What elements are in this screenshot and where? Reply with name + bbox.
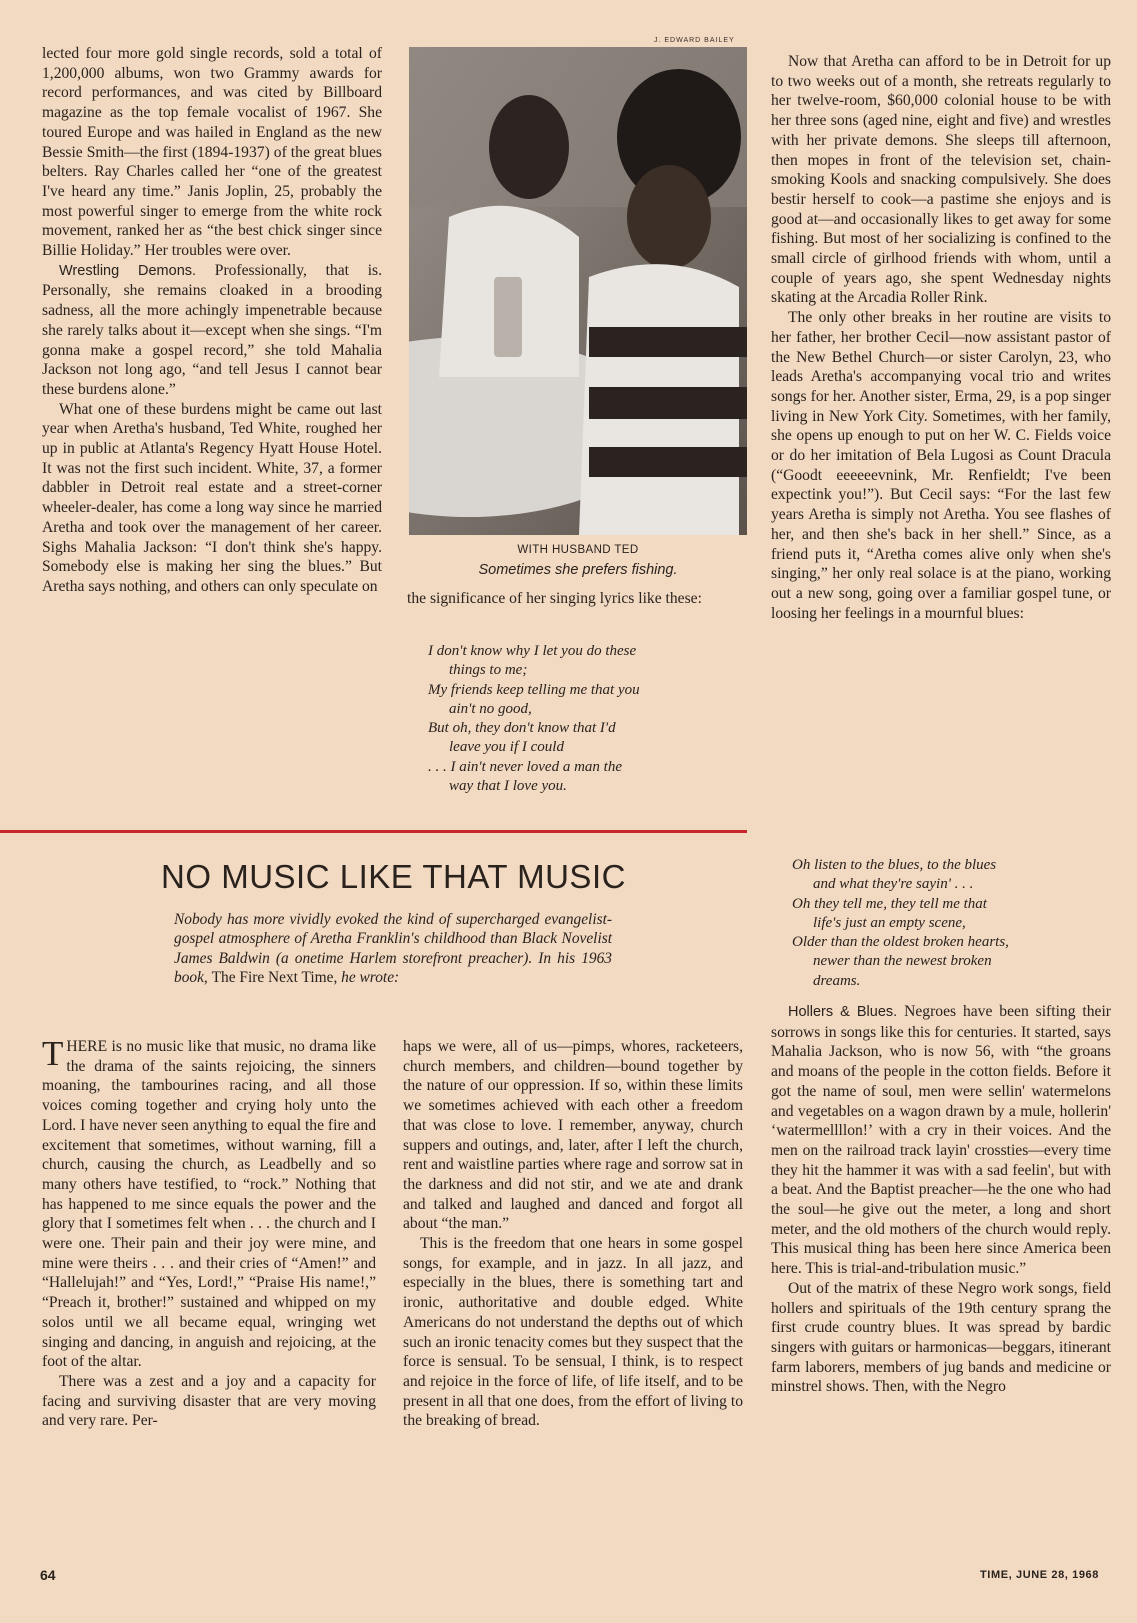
paragraph: the significance of her singing lyrics like these:: [407, 590, 702, 607]
lyrics-verse-1: [428, 642, 746, 796]
photo-caption-label: WITH HUSBAND TED: [517, 544, 639, 556]
paragraph: [771, 1002, 1111, 1279]
paragraph-text: Negroes have been sifting their sorrows in songs like this for centuries. It started, says Mahalia Jackson, who is now 56, with “the groans and moans of the people in the cotton fields. Before it got the name of soul, men were sellin' watermelons and vegetables on a wagon drawn by a mule, hollerin' ‘watermellllon!’ with a cry in their voices. And the men on the railroad track layin' crossties—every time they hit the hammer it was with a sad feelin', but with a beat. And the Baptist preacher—he the one who had the soul—he give out the meter, a long and short meter, and the old mothers of the church would reply. This musical thing has been here since America been here. This is trial-and-tribulation music.”: [771, 1003, 1111, 1278]
book-title: The Fire Next Time,: [211, 969, 338, 987]
paragraph-text: Professionally, that is. Personally, she remains cloaked in a brooding sadness, all the more achingly impenetrable because she rarely talks about it—except when she sings. “I'm gonna make a gospel record,” she told Mahalia Jackson not long ago, “and tell Jesus I cannot bear these burdens alone.”: [42, 261, 382, 398]
run-in-head: Wrestling Demons.: [59, 262, 197, 279]
article-column-2: [407, 589, 747, 609]
drop-cap: T: [42, 1034, 64, 1073]
verse-line: ain't no good,: [449, 700, 532, 717]
paragraph: Out of the matrix of these Negro work songs, field hollers and spirituals of the 19th century sprang the first crude country blues. It was spread by bardic singers with guitars or harmonicas—beggars, itinerant farm laborers, members of jug bands and medicine or minstrel shows. Then, with the Negro: [771, 1279, 1111, 1396]
box-column-2: [403, 1037, 743, 1431]
page-number: 64: [40, 1567, 56, 1583]
run-in-head: Hollers & Blues.: [788, 1004, 898, 1020]
verse-line: Older than the oldest broken hearts,: [792, 934, 1009, 951]
article-column-3-continued: [771, 1002, 1111, 1397]
paragraph: haps we were, all of us—pimps, whores, racketeers, church members, and children—bound together by the nature of our oppression. If so, within these limits we sometimes achieved with each other a freedom that was close to love. I remember, anyway, church suppers and outings, and, later, after I left the church, rent and waistline parties where rage and sorrow sat in the darkness and did not stir, and we ate and drank and talked and laughed and danced and forgot all about “the man.”: [403, 1038, 743, 1233]
verse-line: Oh they tell me, they tell me that: [792, 895, 987, 912]
verse-line: life's just an empty scene,: [813, 914, 966, 931]
paragraph-text: HERE is no music like that music, no drama like the drama of the saints rejoicing, the sinners moaning, the tambourines racing, and all those voices coming together and crying holy unto the Lord. I have never seen anything to equal the fire and excitement that sometimes, without warning, fill a church, causing the church, as Leadbelly and so many others have testified, to “rock.” Nothing that has happened to me since equals the power and the glory that I sometimes felt when . . . the church and I were one. Their pain and their joy were mine, and mine were theirs . . . and their cries of “Amen!” and “Hallelujah!” and “Yes, Lord!,” “Praise His name!,” “Preach it, brother!” sustained and whipped on my solos until we all became equal, wringing wet singing and dancing, in anguish and rejoicing, at the foot of the altar.: [42, 1038, 376, 1371]
photo-aretha-and-ted: [409, 47, 747, 535]
article-column-1: [42, 44, 382, 597]
photo-caption: Sometimes she prefers fishing.: [478, 562, 678, 578]
photo-illustration: [409, 47, 747, 535]
verse-line: newer than the newest broken: [813, 953, 992, 970]
paragraph: Now that Aretha can afford to be in Detroit for up to two weeks out of a month, she retreats regularly to her twelve-room, $60,000 colonial house to be with her three sons (aged nine, eight and five) and wrestles with her private demons. She sleeps till afternoon, then mopes in front of the television set, chain-smoking Kools and snacking compulsively. She does bestir herself to cook—a pastime she enjoys and is good at—and occasionally likes to get away for some fishing. But most of her socializing is confined to the small circle of girlhood friends with whom, until a couple of years ago, she spent Wednesday nights skating at the Arcadia Roller Rink.: [771, 53, 1111, 307]
photo-credit: J. EDWARD BAILEY: [654, 37, 735, 44]
verse-line: Oh listen to the blues, to the blues: [792, 857, 997, 873]
verse-line: My friends keep telling me that you: [428, 681, 640, 698]
box-column-1: [42, 1034, 376, 1431]
verse-line: I don't know why I let you do these: [428, 643, 637, 659]
paragraph: lected four more gold single records, sold a total of 1,200,000 albums, won two Grammy awards for record performances, and was cited by Billboard magazine as the top female vocalist of 1967. She toured Europe and was hailed in England as the new Bessie Smith—the first (1894-1937) of the great blues belters. Ray Charles called her “one of the greatest I've heard any time.” Janis Joplin, 25, probably the most powerful singer to emerge from the white rock movement, ranked her as “the best chick singer since Billie Holiday.” Her troubles were over.: [42, 45, 382, 260]
verse-line: dreams.: [813, 972, 861, 989]
paragraph: The only other breaks in her routine are visits to her father, her brother Cecil—now assistant pastor of the New Bethel Church—or sister Carolyn, 23, who leads Aretha's accompanying vocal trio and writes songs for her. Another sister, Erma, 29, is a pop singer living in New York City. Sometimes, with her family, she opens up enough to put on her W. C. Fields voice or do her imitation of Bela Lugosi as Count Dracula (“Goodt eeeeeevnink, Mr. Renfieldt; I've been expectink you!”). But Cecil says: “For the last few years Aretha is simply not Aretha. You see flashes of her, and then she's back in her shell.” Since, as a friend puts it, “Aretha comes alive only when she's singing,” her only real solace is at the piano, working out a new song, going over a familiar gospel tune, or loosing her feelings in a mournful blues:: [771, 309, 1111, 622]
verse-line: . . . I ain't never loved a man the: [428, 758, 622, 775]
verse-line: and what they're sayin' . . .: [813, 876, 974, 893]
paragraph: There was a zest and a joy and a capacity for facing and surviving disaster that are very moving and very rare. Per-: [42, 1372, 376, 1430]
paragraph: [42, 261, 382, 400]
article-column-3: [771, 52, 1111, 623]
verse-line: way that I love you.: [449, 778, 567, 795]
intro-text: Nobody has more vividly evoked the kind of supercharged evangelist-gospel atmosphere of Aretha Franklin's childhood than Black Novelist James Baldwin (a onetime Harlem storefront preacher). In his 1963 book,: [174, 911, 612, 987]
issue-line: TIME, JUNE 28, 1968: [979, 1569, 1099, 1581]
paragraph: What one of these burdens might be came out last year when Aretha's husband, Ted White, roughed her up in public at Atlanta's Regency Hyatt House Hotel. It was not the first such incident. White, 37, a former dabbler in Detroit real estate and a street-corner wheeler-dealer, has come a long way since he married Aretha and took over the management of her career. Sighs Mahalia Jackson: “I don't think she's happy. Somebody else is making her sing the blues.” But Aretha says nothing, and others can only speculate on: [42, 400, 382, 595]
lyrics-verse-2: [792, 856, 1110, 991]
red-rule: [0, 830, 747, 833]
verse-line: things to me;: [449, 662, 528, 679]
paragraph: [42, 1034, 376, 1372]
box-headline: NO MUSIC LIKE THAT MUSIC: [161, 858, 626, 895]
box-intro: [174, 910, 612, 988]
paragraph: This is the freedom that one hears in some gospel songs, for example, and in jazz. In all jazz, and especially in the blues, there is something tart and ironic, authoritative and double edged. White Americans do not understand the depths out of which such an ironic tenacity comes but they suspect that the force is sensual. To be sensual, I think, is to respect and rejoice in the force of life, of life itself, and to be present in all that one does, from the effort of living to the breaking of bread.: [403, 1235, 743, 1430]
intro-end: he wrote:: [337, 969, 400, 987]
verse-line: But oh, they don't know that I'd: [428, 720, 616, 737]
verse-line: leave you if I could: [449, 739, 564, 756]
